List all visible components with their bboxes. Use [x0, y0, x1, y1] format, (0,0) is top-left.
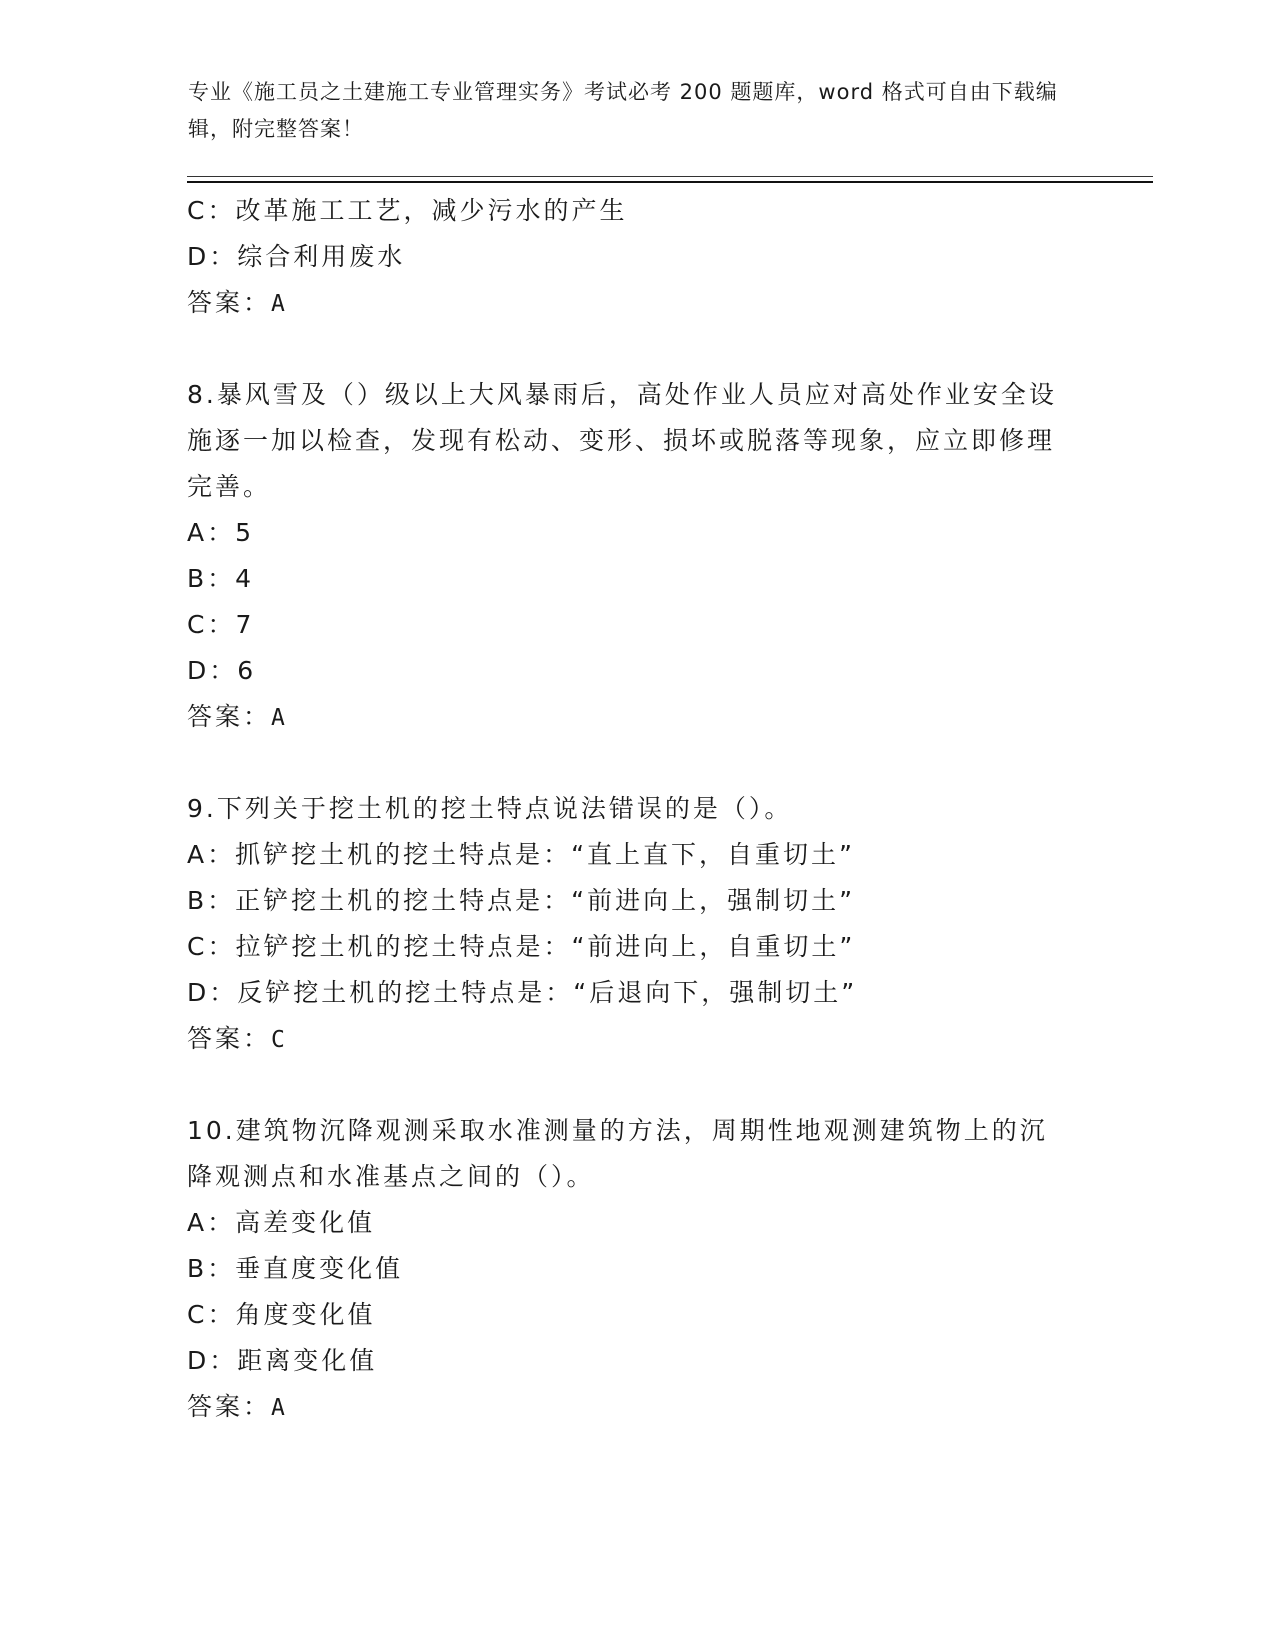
question-stem-8: 8.暴风雪及（）级以上大风暴雨后，高处作业人员应对高处作业安全设施逐一加以检查，发现有松动、变形、损坏或脱落等现象，应立即修理完善。: [187, 380, 1057, 501]
option-d: D：综合利用废水: [187, 242, 406, 271]
answer-value: A: [271, 291, 288, 317]
answer-label: 答案：: [187, 1392, 272, 1421]
spacer: [187, 326, 1087, 372]
answer-label: 答案：: [187, 1024, 272, 1053]
option-a: A：5: [187, 518, 255, 547]
option-c: C：改革施工工艺，减少污水的产生: [187, 196, 628, 225]
answer-value: A: [271, 705, 288, 731]
question-stem-9: 9.下列关于挖土机的挖土特点说法错误的是（）。: [187, 794, 793, 823]
answer-label: 答案：: [187, 702, 272, 731]
answer-value: A: [271, 1395, 288, 1421]
answer-value: C: [271, 1027, 288, 1053]
option-b: B：4: [187, 564, 255, 593]
answer-label: 答案：: [187, 288, 272, 317]
option-c: C：角度变化值: [187, 1300, 376, 1329]
option-a: A：高差变化值: [187, 1208, 376, 1237]
option-d: D：反铲挖土机的挖土特点是：“后退向下，强制切土”: [187, 978, 858, 1007]
answer-line: [187, 1384, 1087, 1430]
header-divider-thin: [187, 176, 1153, 177]
answer-line: [187, 1016, 1087, 1062]
header-divider-thick: [187, 181, 1153, 183]
option-c: C：拉铲挖土机的挖土特点是：“前进向上，自重切土”: [187, 932, 856, 961]
option-c: C：7: [187, 610, 255, 639]
option-d: D：距离变化值: [187, 1346, 378, 1375]
option-d: D：6: [187, 656, 257, 685]
answer-line: [187, 280, 1087, 326]
answer-line: [187, 694, 1087, 740]
document-body: [187, 188, 1087, 1430]
option-a: A：抓铲挖土机的挖土特点是：“直上直下，自重切土”: [187, 840, 856, 869]
spacer: [187, 740, 1087, 786]
document-header: 专业《施工员之土建施工专业管理实务》考试必考 200 题题库，word 格式可自由下载编辑，附完整答案！: [188, 80, 1058, 141]
spacer: [187, 1062, 1087, 1108]
option-b: B：垂直度变化值: [187, 1254, 404, 1283]
question-stem-10: 10.建筑物沉降观测采取水准测量的方法，周期性地观测建筑物上的沉降观测点和水准基点之间的（）。: [187, 1116, 1048, 1191]
option-b: B：正铲挖土机的挖土特点是：“前进向上，强制切土”: [187, 886, 856, 915]
